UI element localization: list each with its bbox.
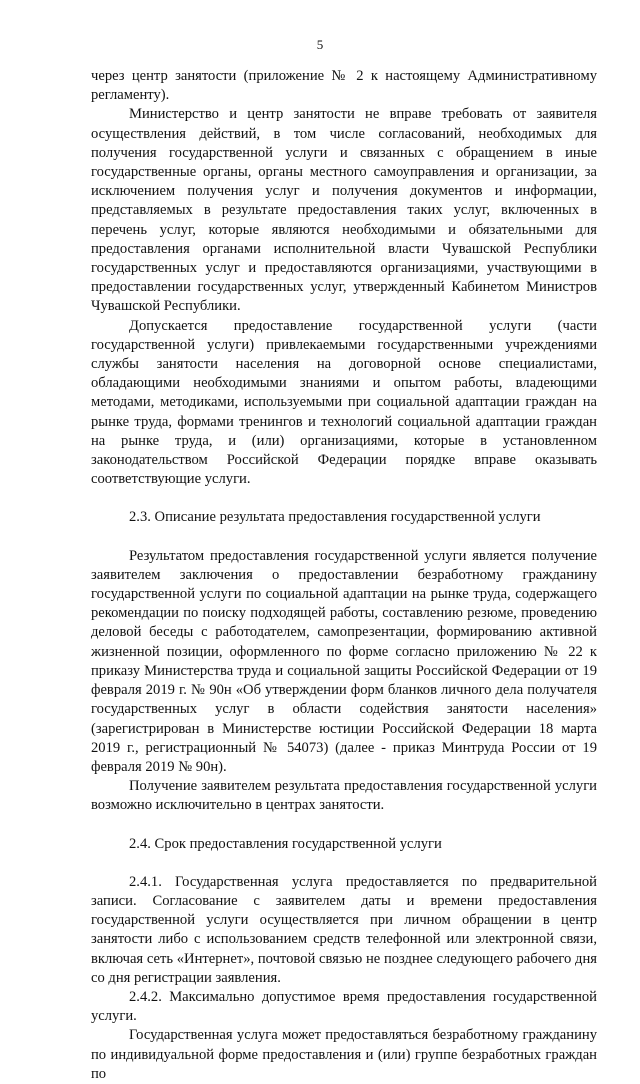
section-spacer (91, 489, 597, 508)
document-body (91, 67, 597, 1084)
paragraph: Результатом предоставления государственной услуги является получение заявителем заключения о предоставлении безработному гражданину государственной услуги по социальной адаптации на рынке труда, содержащего рекомендации по поиску подходящей работы, составлению резюме, проведению деловой беседы с работодателем, самопрезентации, формированию активной жизненной позиции, оформленного по форме согласно приложению № 22 к приказу Министерства труда и социальной защиты Российской Федерации от 19 февраля 2019 г. № 90н «Об утверждении форм бланков личного дела получателя государственных услуг в области содействия занятости населения» (зарегистрирован в Министерстве юстиции Российской Федерации 18 марта 2019 г., регистрационный № 54073) (далее - приказ Минтруда России от 19 февраля 2019 № 90н). (91, 547, 597, 775)
paragraph: Допускается предоставление государственной услуги (части государственной услуги) привлекаемыми государственными учреждениями службы занятости населения на договорной основе специалистами, обладающими необходимыми знаниями и опытом работы, владеющими методами, методиками, используемыми при социальной адаптации граждан на рынке труда, формами тренингов и технологий социальной адаптации граждан на рынке труда, и (или) организациями, которые в установленном законодательством Российской Федерации порядке вправе оказывать соответствующие услуги. (91, 317, 597, 488)
paragraph: Получение заявителем результата предоставления государственной услуги возможно исключительно в центрах занятости. (91, 778, 597, 814)
paragraph: Министерство и центр занятости не вправе требовать от заявителя осуществления действий, в том числе согласований, необходимых для получения государственной услуги и связанных с обращением в иные государственные органы, органы местного самоуправления и организации, за исключением получения услуг и получения документов и информации, представляемых в результате предоставления таких услуг, включенных в перечень услуг, которые являются необходимыми и обязательными для предоставления органами исполнительной власти Чувашской Республики государственных услуг и предоставляются организациями, участвующими в предоставлении государственных услуг, утвержденный Кабинетом Министров Чувашской Республики. (91, 106, 597, 315)
section-spacer (91, 528, 597, 547)
page-number: 5 (316, 37, 324, 52)
paragraph: через центр занятости (приложение № 2 к настоящему Административному регламенту). (91, 68, 597, 104)
section-spacer (91, 816, 597, 835)
paragraph: Государственная услуга может предоставляться безработному гражданину по индивидуальной форме предоставления и (или) группе безработных граждан по (91, 1027, 597, 1082)
paragraph: 2.4.1. Государственная услуга предоставляется по предварительной записи. Согласование с заявителем даты и времени предоставления государственной услуги осуществляется при личном обращении в центр занятости либо с использованием средств телефонной или электронной связи, включая сеть «Интернет», почтовой связью не позднее следующего рабочего дня со дня регистрации заявления. (91, 873, 597, 986)
section-heading: 2.4. Срок предоставления государственной услуги (129, 835, 442, 852)
section-heading: 2.3. Описание результата предоставления государственной услуги (129, 509, 541, 526)
paragraph: 2.4.2. Максимально допустимое время предоставления государственной услуги. (91, 988, 597, 1025)
section-spacer (91, 854, 597, 873)
